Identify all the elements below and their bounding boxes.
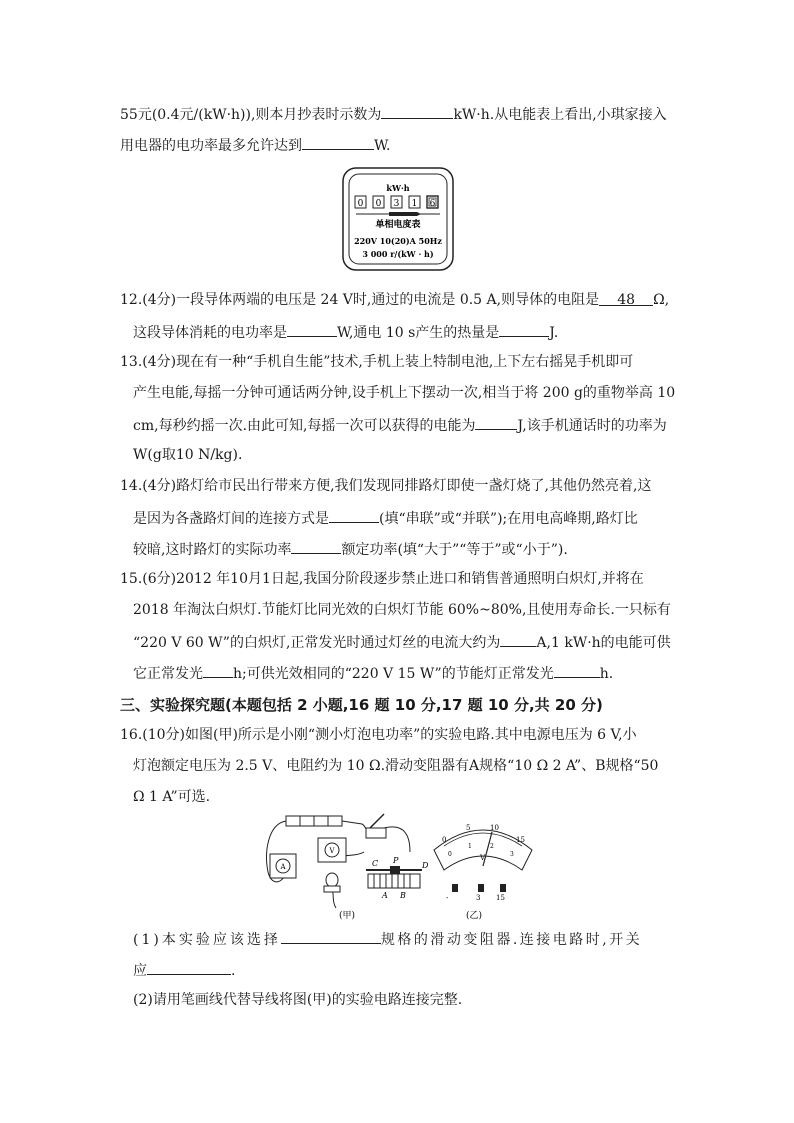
q14-blank-connection[interactable] [329,507,379,523]
q13-line-4: W(g取10 N/kg). [133,447,243,463]
q16-blank-rheostat[interactable] [281,928,381,944]
meter-rev: 3 000 r/(kW · h) [362,249,434,259]
rheostat-icon [368,874,420,888]
meter-unit: kW·h [386,183,410,193]
electric-meter-figure [342,167,454,271]
q11-line-1: 55元(0.4元/(kW·h)),则本月抄表时示数为 kW·h.从电能表上看出,小琪家接入 [120,103,667,125]
switch-icon [366,828,386,838]
q12-line-1: 12.(4分)一段导体两端的电压是 24 V时,通过的电流是 0.5 A,则导体的电阻是 48 Ω, [120,292,670,308]
meter-digit-2: 0 [375,199,382,209]
meter-dial-figure-yi [430,812,536,924]
label-p: P [393,856,399,865]
scale-bottom-2: 2 [490,843,494,850]
q13-line-2: 产生电能,每摇一分钟可通话两分钟,设手机上下摆动一次,相当于将 200 g的重物举高 10 [133,385,676,401]
q15-line-1: 15.(6分)2012 年10月1日起,我国分阶段逐步禁止进口和销售普通照明白炽灯,并将在 [120,571,644,587]
q14-line-3: 较暗,这时路灯的实际功率 额定功率(填“大于”“等于”或“小于”). [133,538,568,560]
q15-line-4: 它正常发光 h;可供光效相同的“220 V 15 W”的节能灯正常发光 h. [133,662,613,684]
scale-top-10: 10 [490,824,499,832]
q16-blank-switch[interactable] [147,959,231,975]
q16-line-1: 16.(10分)如图(甲)所示是小刚“测小灯泡电功率”的实验电路.其中电源电压为 6 V,小 [120,727,637,743]
q13-blank-energy[interactable] [475,414,517,430]
q13-line-3: cm,每秒约摇一次.由此可知,每摇一次可以获得的电能为 J,该手机通话时的功率为 [133,414,667,436]
scale-bottom-3: 3 [510,851,514,858]
lamp-icon [326,873,338,887]
scale-top-15: 15 [516,836,525,844]
meter-title: 单相电度表 [375,220,421,230]
meter-spec: 220V 10(20)A 50Hz [354,236,442,246]
q16-line-2: 灯泡额定电压为 2.5 V、电阻约为 10 Ω.滑动变阻器有A规格“10 Ω 2 A”、B规格“50 [133,758,659,774]
voltmeter-label: V [329,847,335,855]
meter-disc [389,212,421,216]
meter-digit-4: 1 [411,199,418,209]
meter-digit-1: 0 [357,199,364,209]
q14-blank-compare[interactable] [291,538,341,554]
scale-bottom-1: 1 [468,843,472,850]
scale-top-5: 5 [466,824,471,832]
q15-blank-hours-1[interactable] [203,662,233,678]
terminal-3 [478,884,484,892]
rheostat-slider-icon [390,866,400,874]
label-c: C [372,859,379,868]
q15-blank-hours-2[interactable] [554,662,600,678]
q15-line-3: “220 V 60 W”的白炽灯,正常发光时通过灯丝的电流大约为 A,1 kW·h的电能可供 [133,631,671,653]
label-d: D [422,861,429,870]
q16-sub2: (2)请用笔画线代替导线将图(甲)的实验电路连接完整. [133,992,463,1008]
meter-digit-5: 6 [429,199,436,209]
q15-line-2: 2018 年淘汰白炽灯.节能灯比同光效的白炽灯节能 60%~80%,且使用寿命长.一只标有 [133,602,671,618]
q16-line-3: Ω 1 A”可选. [133,789,211,805]
circuit-figure-jia [262,812,432,924]
terminal-15 [500,884,506,892]
q14-line-2: 是因为各盏路灯间的连接方式是 (填“串联”或“并联”);在用电高峰期,路灯比 [133,507,638,529]
q12-blank-power[interactable] [287,321,337,337]
q16-sub1-line-2: 应 . [133,959,235,981]
terminal-label-neg: - [446,894,449,902]
dial-unit: V [480,854,486,862]
wire [384,827,410,852]
figure-jia-caption: (甲) [338,911,356,921]
q14-line-1: 14.(4分)路灯给市民出行带来方便,我们发现同排路灯即使一盏灯烧了,其他仍然亮着,这 [120,478,652,494]
terminal-label-15: 15 [496,894,505,902]
terminal-negative [452,884,458,892]
q11-blank-reading[interactable] [381,103,453,119]
scale-top-0: 0 [442,836,447,844]
q16-sub1-line-1: (1)本实验应该选择 规格的滑动变阻器.连接电路时,开关 [133,928,642,950]
scale-bottom-0: 0 [448,851,452,858]
q12-answer-resistance[interactable]: 48 [599,290,653,306]
q13-line-1: 13.(4分)现在有一种“手机自生能”技术,手机上装上特制电池,上下左右摇晃手机即可 [120,354,634,370]
q11-line-2: 用电器的电功率最多允许达到 W. [120,134,390,156]
ammeter-label: A [280,863,286,871]
meter-digit-3: 3 [393,199,400,209]
q15-blank-current[interactable] [500,631,536,647]
q11-blank-power[interactable] [302,134,374,150]
section-3-heading: 三、实验探究题(本题包括 2 小题,16 题 10 分,17 题 10 分,共 20 分) [120,696,603,714]
terminal-label-3: 3 [476,894,481,902]
q12-line-2: 这段导体消耗的电功率是 W,通电 10 s产生的热量是 J. [133,321,558,343]
label-b: B [400,891,406,900]
label-a: A [382,891,388,900]
figure-yi-caption: (乙) [465,911,483,921]
q12-blank-heat[interactable] [499,321,549,337]
